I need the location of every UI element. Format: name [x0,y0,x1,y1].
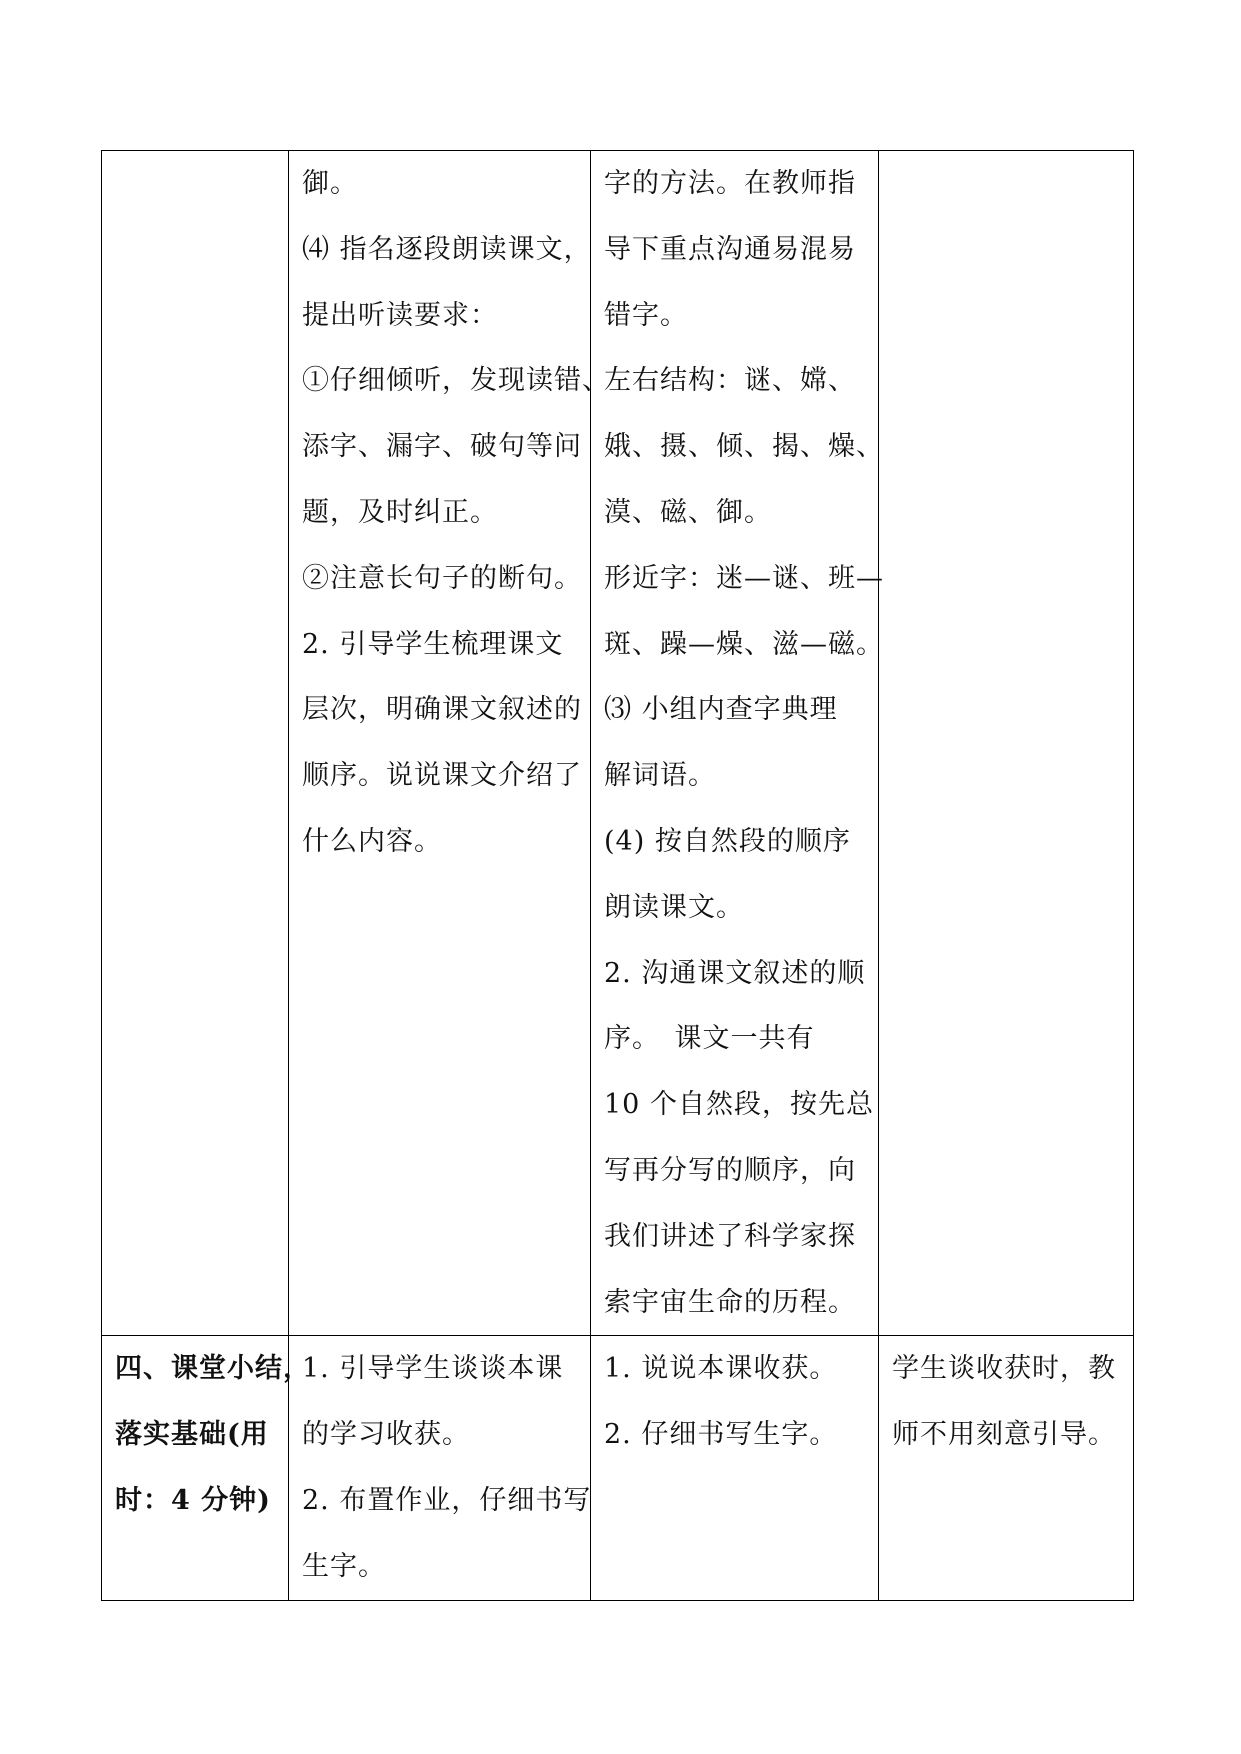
text-line: 什么内容。 [302,825,442,857]
text-line: 漠、磁、御。 [604,496,772,528]
text-line: 2. 仔细书写生字。 [604,1419,838,1451]
stage-cell [102,151,289,1336]
text-line: 序。 课文一共有 [604,1023,815,1055]
table-row [102,1336,1134,1600]
text-line: 提出听读要求： [302,299,498,331]
teacher-activity-cell [289,1336,591,1600]
text-line: 落实基础(用 [115,1419,269,1451]
text-line: ①仔细倾听，发现读错、 [302,365,610,397]
text-line: ⑷ 指名逐段朗读课文， [302,233,592,265]
text-line: 字的方法。在教师指 [604,168,856,199]
text-line: 左右结构：谜、嫦、 [604,365,856,397]
text-line: 的学习收获。 [302,1419,470,1451]
text-line: 生字。 [302,1550,386,1582]
text-line: 索宇宙生命的历程。 [604,1286,856,1318]
notes-cell [879,1336,1134,1600]
text-line: 1. 引导学生谈谈本课 [302,1353,564,1385]
text-line: 2. 沟通课文叙述的顺 [604,957,866,989]
text-line: 时：4 分钟) [115,1484,271,1516]
notes-cell [879,151,1134,1336]
text-line: 我们讲述了科学家探 [604,1220,856,1252]
text-line: 顺序。说说课文介绍了 [302,760,582,792]
text-line: 形近字：迷—谜、班— [604,562,884,594]
text-line: 斑、躁—燥、滋—磁。 [604,628,884,660]
teacher-activity-cell [289,151,610,1336]
text-line: 层次，明确课文叙述的 [302,694,582,726]
text-line: 娥、摄、倾、揭、燥、 [604,431,884,463]
text-line: 学生谈收获时，教 [892,1353,1116,1385]
text-line: 写再分写的顺序，向 [604,1154,856,1186]
student-activity-cell [591,1336,879,1600]
text-line: 题，及时纠正。 [302,496,498,528]
text-line: 御。 [302,168,358,199]
text-line: 2. 引导学生梳理课文 [302,628,564,660]
text-line: (4) 按自然段的顺序 [604,825,851,857]
text-line: 朗读课文。 [604,891,744,923]
lesson-plan-table [101,150,1134,1601]
text-line: 10 个自然段，按先总 [604,1089,874,1121]
text-line: 错字。 [604,299,688,331]
text-line: 师不用刻意引导。 [892,1419,1116,1451]
text-line: ②注意长句子的断句。 [302,562,582,594]
table-row [102,151,1134,1336]
text-line: 添字、漏字、破句等问 [302,431,582,463]
text-line: 解词语。 [604,760,716,792]
student-activity-cell [591,151,884,1336]
text-line: 2. 布置作业，仔细书写 [302,1484,592,1516]
text-line: 四、课堂小结， [115,1353,311,1385]
text-line: 1. 说说本课收获。 [604,1353,838,1385]
text-line: 导下重点沟通易混易 [604,233,856,265]
stage-cell [102,1336,311,1600]
text-line: ⑶ 小组内查字典理 [604,694,838,726]
